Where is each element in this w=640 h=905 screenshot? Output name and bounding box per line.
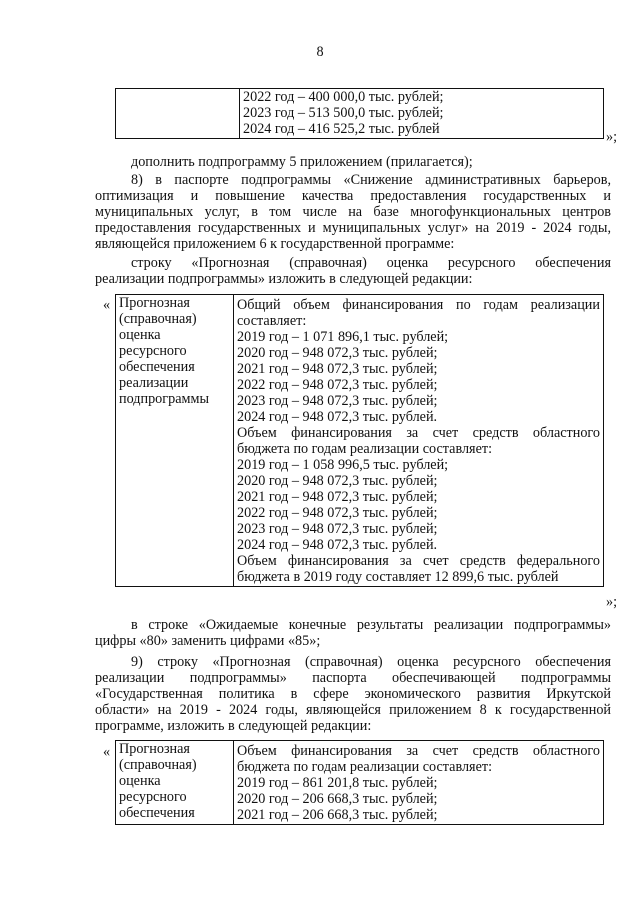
text-line: реализации подпрограммы» изложить в следующей редакции: bbox=[95, 271, 473, 287]
text-line: оптимизация и повышение качества предоставления государственных и bbox=[95, 188, 611, 204]
text-line: являющейся приложением 6 к государственной программе: bbox=[95, 236, 455, 252]
value-line: 2019 год – 861 201,8 тыс. рублей; bbox=[237, 775, 438, 791]
value-line: 2021 год – 206 668,3 тыс. рублей; bbox=[237, 807, 438, 823]
text-line: 8) в паспорте подпрограммы «Снижение административных барьеров, bbox=[131, 172, 611, 188]
value-line: Объем финансирования за счет средств областного bbox=[237, 425, 600, 441]
text-line: предоставления государственных и муниципальных услуг» на 2019 - 2024 годы, bbox=[95, 220, 611, 236]
year-amount-line: 2023 год – 513 500,0 тыс. рублей; bbox=[243, 105, 444, 121]
page-number: 8 bbox=[316, 44, 324, 60]
value-line: Объем финансирования за счет средств областного bbox=[237, 743, 600, 759]
label-line: ресурсного bbox=[119, 343, 187, 359]
paragraph-expected-results bbox=[95, 617, 611, 649]
value-line: Объем финансирования за счет средств федерального bbox=[237, 553, 600, 569]
value-line: 2020 год – 948 072,3 тыс. рублей; bbox=[237, 473, 438, 489]
closing-quote: »; bbox=[606, 594, 618, 610]
value-line: 2023 год – 948 072,3 тыс. рублей; bbox=[237, 393, 438, 409]
value-line: 2020 год – 948 072,3 тыс. рублей; bbox=[237, 345, 438, 361]
paragraph-8 bbox=[95, 172, 611, 287]
paragraph-add-appendix: дополнить подпрограмму 5 приложением (прилагается); bbox=[131, 154, 473, 170]
label-line: (справочная) bbox=[119, 311, 197, 327]
label-line: подпрограммы bbox=[119, 391, 209, 407]
value-line: 2023 год – 948 072,3 тыс. рублей; bbox=[237, 521, 438, 537]
value-line: 2019 год – 1 058 996,5 тыс. рублей; bbox=[237, 457, 449, 473]
label-line: Прогнозная bbox=[119, 741, 190, 757]
table-value-cell bbox=[234, 295, 604, 587]
paragraph-9 bbox=[95, 654, 611, 734]
value-line: бюджета по годам реализации составляет: bbox=[237, 441, 493, 457]
value-line: составляет: bbox=[237, 313, 307, 329]
label-line: оценка bbox=[119, 773, 161, 789]
value-line: Общий объем финансирования по годам реализации bbox=[237, 297, 600, 313]
text-line: реализации подпрограммы» паспорта обеспечивающей подпрограммы bbox=[95, 670, 611, 686]
closing-quote: »; bbox=[606, 129, 618, 145]
value-line: 2024 год – 948 072,3 тыс. рублей. bbox=[237, 409, 438, 425]
label-line: реализации bbox=[119, 375, 189, 391]
label-line: обеспечения bbox=[119, 359, 195, 375]
value-line: 2022 год – 948 072,3 тыс. рублей; bbox=[237, 377, 438, 393]
text-line: муниципальных услуг, в том числе на базе многофункциональных центров bbox=[95, 204, 611, 220]
label-line: ресурсного bbox=[119, 789, 187, 805]
label-line: обеспечения bbox=[119, 805, 195, 821]
text-line: области» на 2019 - 2024 годы, являющейся приложением 8 к государственной bbox=[95, 702, 611, 718]
table-value-cell bbox=[234, 741, 604, 825]
value-line: бюджета по годам реализации составляет: bbox=[237, 759, 493, 775]
text-line: в строке «Ожидаемые конечные результаты реализации подпрограммы» bbox=[131, 617, 611, 633]
label-line: Прогнозная bbox=[119, 295, 190, 311]
funding-table-start bbox=[115, 740, 604, 825]
value-line: 2021 год – 948 072,3 тыс. рублей; bbox=[237, 489, 438, 505]
label-line: (справочная) bbox=[119, 757, 197, 773]
value-line: 2024 год – 948 072,3 тыс. рублей. bbox=[237, 537, 438, 553]
table-value-cell bbox=[240, 89, 604, 139]
table-label-cell bbox=[116, 741, 234, 825]
value-line: бюджета в 2019 году составляет 12 899,6 тыс. рублей bbox=[237, 569, 559, 585]
table-label-cell bbox=[116, 89, 240, 139]
opening-quote: « bbox=[103, 297, 111, 313]
text-line: строку «Прогнозная (справочная) оценка ресурсного обеспечения bbox=[131, 255, 611, 271]
text-line: программе, изложить в следующей редакции: bbox=[95, 718, 372, 734]
table-label-cell bbox=[116, 295, 234, 587]
funding-table bbox=[115, 294, 604, 587]
text-line: «Государственная политика в сфере экономического развития Иркутской bbox=[95, 686, 611, 702]
year-amount-line: 2022 год – 400 000,0 тыс. рублей; bbox=[243, 89, 444, 105]
text-line: цифры «80» заменить цифрами «85»; bbox=[95, 633, 321, 649]
year-amount-line: 2024 год – 416 525,2 тыс. рублей bbox=[243, 121, 440, 137]
text-line: 9) строку «Прогнозная (справочная) оценка ресурсного обеспечения bbox=[131, 654, 611, 670]
value-line: 2022 год – 948 072,3 тыс. рублей; bbox=[237, 505, 438, 521]
value-line: 2019 год – 1 071 896,1 тыс. рублей; bbox=[237, 329, 449, 345]
value-line: 2020 год – 206 668,3 тыс. рублей; bbox=[237, 791, 438, 807]
opening-quote: « bbox=[103, 744, 111, 760]
value-line: 2021 год – 948 072,3 тыс. рублей; bbox=[237, 361, 438, 377]
funding-table-continuation bbox=[115, 88, 604, 139]
label-line: оценка bbox=[119, 327, 161, 343]
